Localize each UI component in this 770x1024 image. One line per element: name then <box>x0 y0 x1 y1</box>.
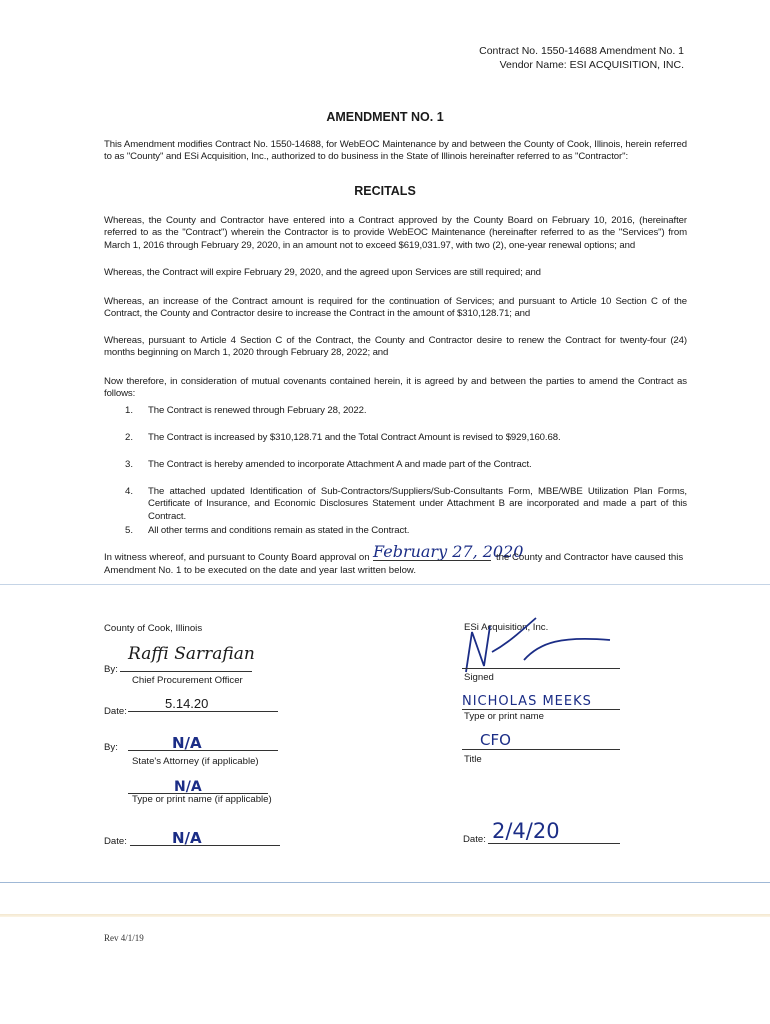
recital-paragraph: Whereas, the Contract will expire February 29, 2020, and the agreed upon Services are still required; and <box>104 267 541 278</box>
vendor-print-name-value: NICHOLAS MEEKS <box>462 694 592 709</box>
recital-paragraph: Whereas, an increase of the Contract amount is required for the continuation of Services; and pursuant to Article 10 Section C of the Contract, the County and Contractor desire to increase the Contract in the amount of $310,128.71; and <box>104 296 687 320</box>
county-signer-title: Chief Procurement Officer <box>132 675 243 686</box>
contract-number: Contract No. 1550-14688 Amendment No. 1 <box>479 45 684 57</box>
witness-text-line2: Amendment No. 1 to be executed on the date and year last written below. <box>104 565 416 576</box>
recital-paragraph: Whereas, the County and Contractor have entered into a Contract approved by the County Board on February 10, 2016, (hereinafter referred to as the "Contract") wherein the Contractor is to provide WebEOC Maintenance (hereinafter referred to as the "Services") from March 1, 2016 through February 29, 2020, in an amount not to exceed $619,031.97, with two (2), one-year renewal options; and <box>104 215 687 251</box>
county-date2-value: N/A <box>172 829 202 847</box>
county-date-label: Date: <box>104 706 127 717</box>
list-item-number: 3. <box>125 459 134 470</box>
list-item-number: 4. <box>125 486 134 497</box>
list-item: The Contract is hereby amended to incorporate Attachment A and made part of the Contract. <box>148 459 532 470</box>
print-name-value: N/A <box>174 779 202 795</box>
county-date-value: 5.14.20 <box>165 696 209 711</box>
county-signature: Raffi Sarrafian <box>128 644 255 664</box>
vendor-print-name-caption: Type or print name <box>464 711 544 722</box>
vendor-signed-caption: Signed <box>464 672 494 683</box>
sa-by-label: By: <box>104 742 118 753</box>
board-approval-date: February 27, 2020 <box>373 542 524 561</box>
print-name-caption: Type or print name (if applicable) <box>132 794 272 805</box>
list-item: The Contract is increased by $310,128.71 and the Total Contract Amount is revised to $929,160.68. <box>148 432 561 443</box>
list-item: The Contract is renewed through February 28, 2022. <box>148 405 367 416</box>
list-item: All other terms and conditions remain as stated in the Contract. <box>148 525 410 536</box>
vendor-name-label: ESi Acquisition, Inc. <box>464 622 549 633</box>
recital-paragraph: Whereas, pursuant to Article 4 Section C of the Contract, the County and Contractor desire to renew the Contract for twenty-four (24) months beginning on March 1, 2020 through February 28, 2022; and <box>104 335 687 359</box>
county-date2-label: Date: <box>104 836 127 847</box>
witness-text-end-1: the County and Contractor have caused this <box>496 552 684 563</box>
page-title: AMENDMENT NO. 1 <box>326 110 444 124</box>
sa-caption: State's Attorney (if applicable) <box>132 756 259 767</box>
recitals-title: RECITALS <box>354 184 416 198</box>
vendor-date-value: 2/4/20 <box>492 819 560 843</box>
county-by-label: By: <box>104 664 118 675</box>
witness-text-start: In witness whereof, and pursuant to County Board approval on <box>104 552 370 563</box>
list-item-number: 5. <box>125 525 134 536</box>
vendor-title-caption: Title <box>464 754 482 765</box>
recital-paragraph: Now therefore, in consideration of mutual covenants contained herein, it is agreed by and between the parties to amend the Contract as follows: <box>104 376 687 400</box>
vendor-date-label: Date: <box>463 834 486 845</box>
vendor-name: Vendor Name: ESI ACQUISITION, INC. <box>499 59 684 71</box>
list-item-number: 2. <box>125 432 134 443</box>
revision-footer: Rev 4/1/19 <box>104 933 144 943</box>
vendor-title-value: CFO <box>480 731 511 749</box>
county-name: County of Cook, Illinois <box>104 623 203 634</box>
sa-value: N/A <box>172 734 202 752</box>
intro-paragraph: This Amendment modifies Contract No. 1550-14688, for WebEOC Maintenance by and between the County of Cook, Illinois, herein referred to as "County" and ESi Acquisition, Inc., authorized to do business in the State of Illinois hereinafter referred to as "Contractor": <box>104 139 687 163</box>
list-item: The attached updated Identification of Sub-Contractors/Suppliers/Sub-Consultants Form, MBE/WBE Utilization Plan Forms, Certificate of Insurance, and Economic Disclosures Statement under Attachment B are incorporated and made a part of this Contract. <box>148 486 687 522</box>
list-item-number: 1. <box>125 405 134 416</box>
